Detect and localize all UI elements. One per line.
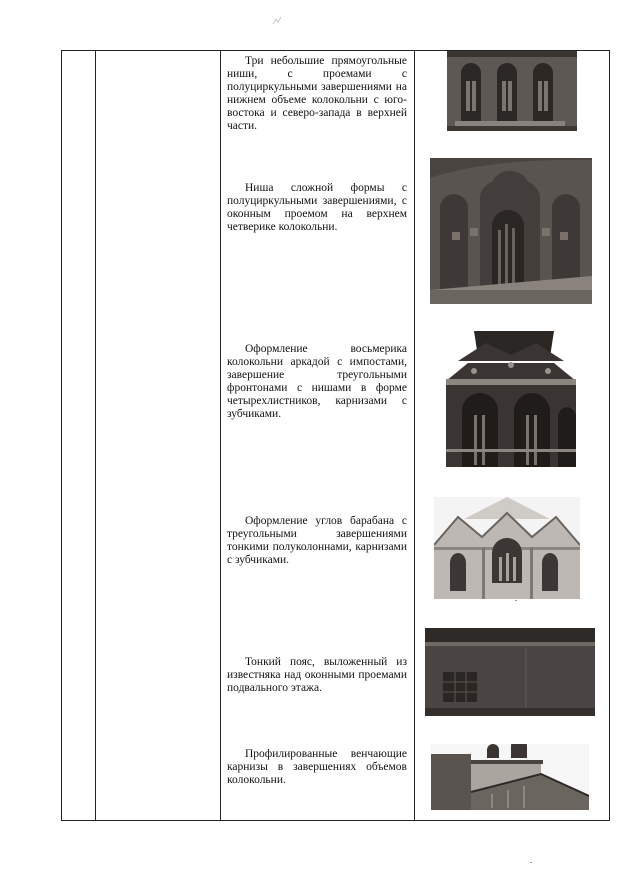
row-5-description (227, 656, 407, 695)
row-6-photo (431, 744, 589, 810)
row-4-text: Оформление углов барабана с треугольными завершениями тонкими полуколоннами, карнизами с зубчиками. (227, 515, 407, 566)
column-divider-3 (414, 50, 415, 821)
page-corner-mark (272, 13, 282, 23)
row-2-photo (430, 158, 592, 304)
row-3-text: Оформление восьмерика колокольни аркадой с импостами, завершение треугольными фронтонами с нишами в форме четырехлистников, карнизами с зубчиками. (227, 343, 407, 420)
row-4-description (227, 515, 407, 567)
row-1-description (227, 55, 407, 133)
row-3-description (227, 343, 407, 421)
column-divider-2 (220, 50, 221, 821)
row-5-text: Тонкий пояс, выложенный из известняка над оконными проемами подвального этажа. (227, 656, 407, 694)
row-6-text: Профилированные венчающие карнизы в завершениях объемов колокольни. (227, 748, 407, 786)
row-2-text: Ниша сложной формы с полуциркульными завершениями, с оконным проемом на верхнем четверике колокольни. (227, 182, 407, 233)
row-1-photo (447, 51, 577, 131)
row-2-description (227, 182, 407, 234)
row-1-text: Три небольшие прямоугольные ниши, с проемами с полуциркульными завершениями на нижнем объеме колокольни с юго-востока и северо-запада в верхней части. (227, 55, 407, 132)
scan-speck (515, 600, 517, 601)
scan-speck (530, 862, 532, 863)
row-4-photo (434, 497, 580, 599)
row-5-photo (425, 628, 595, 716)
row-3-photo (438, 331, 584, 467)
column-divider-1 (95, 50, 96, 821)
row-6-description (227, 748, 407, 787)
